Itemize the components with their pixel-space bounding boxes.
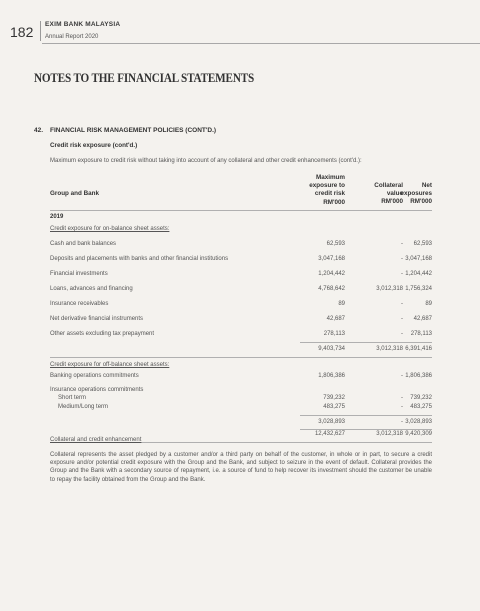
net-exposure-value: 62,593 — [413, 241, 432, 247]
max-exposure-value: 89 — [338, 301, 345, 307]
max-exposure-value: 1,806,386 — [318, 373, 345, 379]
row-label: Banking operations commitments — [50, 373, 139, 379]
net-exposure-grand-total: 9,420,309 — [405, 431, 432, 437]
column-header-line: exposure to — [309, 182, 345, 190]
max-exposure-value: 3,047,168 — [318, 256, 345, 262]
row-label: Medium/Long term — [58, 404, 109, 410]
column-header-max-exposure — [285, 174, 345, 207]
collateral-value: - — [401, 373, 403, 379]
collateral-grand-total: 3,012,318 — [376, 431, 403, 437]
collateral-value: - — [401, 301, 403, 307]
collateral-total: 3,012,318 — [376, 346, 403, 352]
on-balance-title: Credit exposure for on-balance sheet assets: — [50, 226, 170, 232]
report-name: Annual Report 2020 — [45, 34, 99, 40]
column-header-line: Collateral — [374, 182, 403, 189]
net-exposure-value: 1,806,386 — [405, 373, 432, 379]
row-label: Net derivative financial instruments — [50, 316, 144, 322]
max-exposure-value: 278,113 — [323, 331, 345, 337]
year-label: 2019 — [50, 214, 64, 220]
net-exposure-value: 3,047,168 — [405, 256, 432, 262]
row-header: Group and Bank — [50, 190, 99, 197]
net-exposure-value: 483,275 — [410, 404, 432, 410]
column-header-line: RM'000 — [410, 198, 432, 206]
column-header-line: exposures — [400, 190, 432, 198]
off-balance-title: Credit exposure for off-balance sheet assets: — [50, 362, 170, 368]
max-exposure-total: 9,403,734 — [318, 346, 345, 352]
section-intro: Maximum exposure to credit risk without taking into account of any collateral and other credit enhancements (cont'd.): — [50, 158, 362, 164]
net-exposure-total: 3,028,893 — [405, 419, 432, 425]
max-exposure-total: 3,028,893 — [318, 419, 345, 425]
header-divider — [40, 21, 41, 41]
row-label: Financial investments — [50, 271, 108, 277]
section-rule — [50, 357, 432, 358]
net-exposure-value: 42,687 — [413, 316, 432, 322]
subtotal-rule — [300, 429, 432, 430]
max-exposure-value: 42,687 — [326, 316, 345, 322]
collateral-value: - — [401, 331, 403, 337]
section-subtitle: Credit risk exposure (cont'd.) — [50, 142, 138, 149]
insurance-commitments-label: Insurance operations commitments — [50, 387, 144, 393]
collateral-value: 3,012,318 — [376, 286, 403, 292]
collateral-value: - — [401, 404, 403, 410]
subtotal-rule — [300, 342, 432, 343]
header-rule — [42, 43, 480, 44]
column-header-line: Maximum — [315, 174, 345, 181]
row-label: Deposits and placements with banks and other financial institutions — [50, 256, 229, 262]
row-label: Insurance receivables — [50, 301, 109, 307]
max-exposure-value: 1,204,442 — [318, 271, 345, 277]
collateral-value: - — [401, 241, 403, 247]
section-number: 42. — [34, 127, 44, 134]
collateral-title: Collateral and credit enhancement — [50, 437, 142, 443]
collateral-value: - — [401, 395, 403, 401]
net-exposure-value: 739,232 — [410, 395, 432, 401]
max-exposure-value: 4,768,642 — [318, 286, 345, 292]
collateral-value: - — [401, 256, 403, 262]
row-label: Other assets excluding tax prepayment — [50, 331, 155, 337]
row-label: Cash and bank balances — [50, 241, 117, 247]
header-underline — [50, 210, 432, 211]
net-exposure-total: 6,391,416 — [405, 346, 432, 352]
max-exposure-grand-total: 12,432,627 — [314, 431, 345, 437]
collateral-paragraph: Collateral represents the asset pledged by a customer and/or a third party on behalf of the customer, in whole or in part, to secure a credit exposure and/or potential credit exposure with the Group and the Bank, and subject to seizure in the event of default. Collateral provides the Group and the Bank with a secondary source of repayment, i.e. a source of fund to help recover its investment should the customer be unable to repay the facility obtained from the Group and the Bank. — [50, 452, 432, 483]
net-exposure-value: 1,204,442 — [405, 271, 432, 277]
column-header-line: RM'000 — [323, 198, 345, 206]
section-title: FINANCIAL RISK MANAGEMENT POLICIES (CONT'D.) — [50, 127, 217, 134]
max-exposure-value: 739,232 — [323, 395, 345, 401]
column-header-line: value — [386, 190, 403, 198]
net-exposure-value: 1,756,324 — [405, 286, 432, 292]
bank-name: EXIM BANK MALAYSIA — [45, 21, 121, 28]
collateral-value: - — [401, 316, 403, 322]
max-exposure-value: 483,275 — [323, 404, 345, 410]
collateral-total: - — [401, 419, 403, 425]
column-header-line: RM'000 — [381, 198, 403, 206]
collateral-value: - — [401, 271, 403, 277]
notes-title: NOTES TO THE FINANCIAL STATEMENTS — [34, 70, 255, 85]
net-exposure-value: 278,113 — [410, 331, 432, 337]
page-number: 182 — [10, 24, 34, 40]
subtotal-rule — [300, 415, 432, 416]
net-exposure-value: 89 — [425, 301, 432, 307]
column-header-line: credit risk — [314, 190, 345, 198]
column-header-line: Net — [421, 182, 432, 189]
row-label: Short term — [58, 395, 87, 401]
column-header-net — [372, 182, 432, 207]
max-exposure-value: 62,593 — [326, 241, 345, 247]
row-label: Loans, advances and financing — [50, 286, 133, 292]
